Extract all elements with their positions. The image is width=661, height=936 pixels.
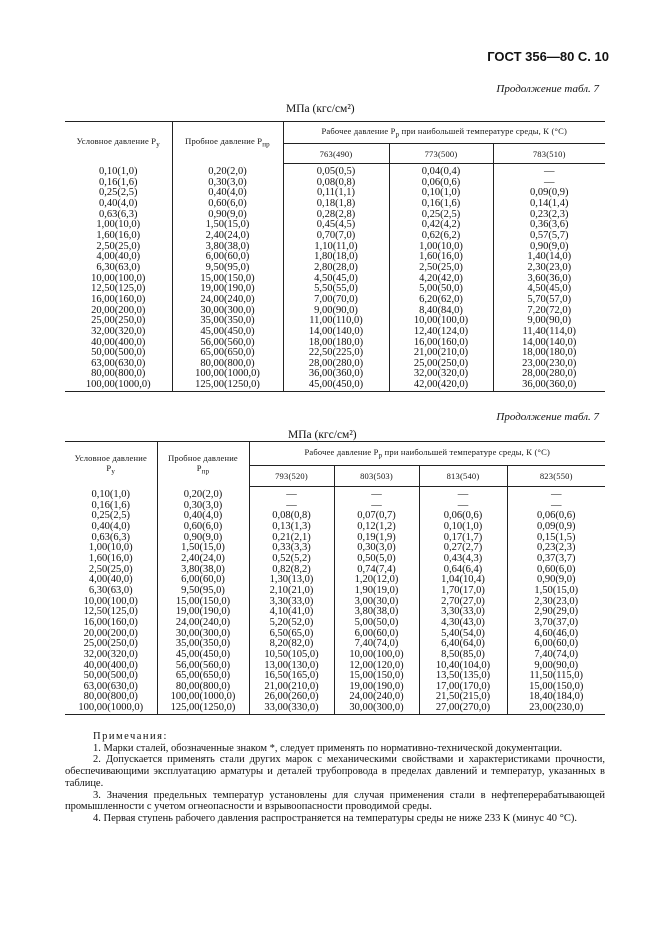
note-item: 2. Допускается применять стали других марок с механическими свойствами и характеристиками прочности, обеспечивающими эксплуатацию арматуры и деталей трубопровода в пределах давлений и температур, указанных в таблице. bbox=[65, 754, 605, 789]
table-cell: 0,16(1,6) bbox=[65, 501, 157, 512]
table-cell: 56,00(560,0) bbox=[157, 661, 249, 672]
table-cell: 0,06(0,6) bbox=[389, 178, 493, 189]
table-cell: 32,00(320,0) bbox=[65, 650, 157, 661]
table-cell: 0,60(6,0) bbox=[172, 199, 283, 210]
table-cell: 25,00(250,0) bbox=[65, 639, 157, 650]
table-cell: 3,30(33,0) bbox=[249, 597, 334, 608]
table-cell: 6,50(65,0) bbox=[249, 629, 334, 640]
table-cell: 14,00(140,0) bbox=[493, 338, 605, 349]
table-cell: 25,00(250,0) bbox=[65, 316, 172, 327]
table-cell: 7,00(70,0) bbox=[283, 295, 389, 306]
table1-continuation: Продолжение табл. 7 bbox=[496, 83, 599, 95]
table-cell: 0,19(1,9) bbox=[334, 533, 419, 544]
table-cell: 11,00(110,0) bbox=[283, 316, 389, 327]
table-row bbox=[65, 263, 605, 274]
table-cell: 7,20(72,0) bbox=[493, 306, 605, 317]
table-cell: — bbox=[334, 501, 419, 512]
table-cell: 36,00(360,0) bbox=[493, 380, 605, 391]
table-cell: 45,00(450,0) bbox=[157, 650, 249, 661]
table-cell: 19,00(190,0) bbox=[334, 682, 419, 693]
table-cell: 0,12(1,2) bbox=[334, 522, 419, 533]
table-cell: 5,00(50,0) bbox=[334, 618, 419, 629]
table-cell: 0,20(2,0) bbox=[172, 164, 283, 178]
temp-header: 803(503) bbox=[334, 466, 419, 487]
table-cell: 0,16(1,6) bbox=[389, 199, 493, 210]
table-cell: 2,70(27,0) bbox=[419, 597, 507, 608]
table-cell: 0,60(6,0) bbox=[507, 565, 605, 576]
table-cell: 0,30(3,0) bbox=[157, 501, 249, 512]
table-cell: 0,17(1,7) bbox=[419, 533, 507, 544]
table-cell: 0,70(7,0) bbox=[283, 231, 389, 242]
table-cell: 3,60(36,0) bbox=[493, 274, 605, 285]
temp-header: 813(540) bbox=[419, 466, 507, 487]
table-cell: 32,00(320,0) bbox=[389, 369, 493, 380]
table-cell: — bbox=[419, 501, 507, 512]
table-row bbox=[65, 629, 605, 640]
table-cell: 100,00(1000,0) bbox=[172, 369, 283, 380]
table-cell: 19,00(190,0) bbox=[157, 607, 249, 618]
table-cell: 80,00(800,0) bbox=[65, 369, 172, 380]
table-cell: 24,00(240,0) bbox=[172, 295, 283, 306]
table-cell: 50,00(500,0) bbox=[65, 671, 157, 682]
table-cell: 40,00(400,0) bbox=[65, 661, 157, 672]
table-cell: 15,00(150,0) bbox=[172, 274, 283, 285]
table-row bbox=[65, 639, 605, 650]
table-row bbox=[65, 586, 605, 597]
table-cell: 2,30(23,0) bbox=[493, 263, 605, 274]
temp-header: 763(490) bbox=[283, 144, 389, 164]
table-cell: 15,00(150,0) bbox=[507, 682, 605, 693]
table-cell: 0,08(0,8) bbox=[283, 178, 389, 189]
pressure-table-1 bbox=[65, 121, 605, 392]
table-cell: 2,40(24,0) bbox=[172, 231, 283, 242]
table-cell: 50,00(500,0) bbox=[65, 348, 172, 359]
table-cell: 6,00(60,0) bbox=[172, 252, 283, 263]
table-cell: 56,00(560,0) bbox=[172, 338, 283, 349]
table-cell: 6,20(62,0) bbox=[389, 295, 493, 306]
table-cell: 0,11(1,1) bbox=[283, 188, 389, 199]
table-cell: 0,57(5,7) bbox=[493, 231, 605, 242]
table-cell: 3,30(33,0) bbox=[419, 607, 507, 618]
table-row bbox=[65, 597, 605, 608]
table-cell: 0,18(1,8) bbox=[283, 199, 389, 210]
table-cell: 3,70(37,0) bbox=[507, 618, 605, 629]
table-cell: 0,36(3,6) bbox=[493, 220, 605, 231]
table-cell: 8,40(84,0) bbox=[389, 306, 493, 317]
table-cell: 0,90(9,0) bbox=[493, 242, 605, 253]
table-cell: 3,80(38,0) bbox=[172, 242, 283, 253]
table-row bbox=[65, 703, 605, 714]
table-cell: 0,28(2,8) bbox=[283, 210, 389, 221]
table-cell: 0,74(7,4) bbox=[334, 565, 419, 576]
table-cell: 0,45(4,5) bbox=[283, 220, 389, 231]
table2-continuation: Продолжение табл. 7 bbox=[496, 411, 599, 423]
note-item: 3. Значения предельных температур установлены для случая применения стали в нефтеперерабатывающей промышленности с учетом огнеопасности и взрывоопасности проводимой среды. bbox=[65, 789, 605, 813]
col-nominal-pressure: Условное давление $P_у$ bbox=[65, 442, 157, 487]
table-cell: 24,00(240,0) bbox=[157, 618, 249, 629]
table-cell: 0,90(9,0) bbox=[507, 575, 605, 586]
table-cell: 2,40(24,0) bbox=[157, 554, 249, 565]
table-cell: 2,50(25,0) bbox=[65, 565, 157, 576]
table-cell: 6,30(63,0) bbox=[65, 586, 157, 597]
table-cell: 4,20(42,0) bbox=[389, 274, 493, 285]
table-cell: 100,00(1000,0) bbox=[65, 380, 172, 391]
table-cell: — bbox=[334, 487, 419, 501]
table-cell: 21,00(210,0) bbox=[249, 682, 334, 693]
table-cell: 0,06(0,6) bbox=[419, 511, 507, 522]
table-cell: 16,00(160,0) bbox=[389, 338, 493, 349]
table-cell: 0,25(2,5) bbox=[65, 188, 172, 199]
pressure-table-2 bbox=[65, 441, 605, 715]
table-cell: 22,50(225,0) bbox=[283, 348, 389, 359]
table-cell: 0,90(9,0) bbox=[172, 210, 283, 221]
table-cell: — bbox=[493, 164, 605, 178]
table-cell: 9,00(90,0) bbox=[283, 306, 389, 317]
table-cell: 0,25(2,5) bbox=[65, 511, 157, 522]
table-cell: 1,50(15,0) bbox=[157, 543, 249, 554]
table-cell: 0,10(1,0) bbox=[419, 522, 507, 533]
table-cell: 0,43(4,3) bbox=[419, 554, 507, 565]
table-row bbox=[65, 650, 605, 661]
table-cell: 35,00(350,0) bbox=[157, 639, 249, 650]
table-cell: 63,00(630,0) bbox=[65, 682, 157, 693]
table-cell: — bbox=[249, 501, 334, 512]
table-cell: 23,00(230,0) bbox=[493, 359, 605, 370]
table-cell: 2,30(23,0) bbox=[507, 597, 605, 608]
table-cell: 45,00(450,0) bbox=[172, 327, 283, 338]
table-cell: 14,00(140,0) bbox=[283, 327, 389, 338]
table-cell: 5,00(50,0) bbox=[389, 284, 493, 295]
table-cell: 4,50(45,0) bbox=[493, 284, 605, 295]
table-cell: 0,50(5,0) bbox=[334, 554, 419, 565]
table-cell: 12,40(124,0) bbox=[389, 327, 493, 338]
table-row bbox=[65, 682, 605, 693]
temp-header: 773(500) bbox=[389, 144, 493, 164]
table-cell: 11,40(114,0) bbox=[493, 327, 605, 338]
table-cell: 80,00(800,0) bbox=[172, 359, 283, 370]
table-cell: 30,00(300,0) bbox=[172, 306, 283, 317]
table-cell: 1,60(16,0) bbox=[389, 252, 493, 263]
table-cell: 5,50(55,0) bbox=[283, 284, 389, 295]
table-cell: 0,63(6,3) bbox=[65, 533, 157, 544]
table-row bbox=[65, 327, 605, 338]
table-cell: 33,00(330,0) bbox=[249, 703, 334, 714]
table-row bbox=[65, 501, 605, 512]
table-cell: 0,40(4,0) bbox=[157, 511, 249, 522]
table-cell: 0,82(8,2) bbox=[249, 565, 334, 576]
table-cell: 6,40(64,0) bbox=[419, 639, 507, 650]
table-cell: 63,00(630,0) bbox=[65, 359, 172, 370]
table-cell: 17,00(170,0) bbox=[419, 682, 507, 693]
table-row bbox=[65, 671, 605, 682]
table1-unit: МПа (кгс/см²) bbox=[286, 103, 355, 115]
table-cell: 3,00(30,0) bbox=[334, 597, 419, 608]
table-cell: 1,00(10,0) bbox=[65, 220, 172, 231]
table-cell: 0,62(6,2) bbox=[389, 231, 493, 242]
table-cell: 0,37(3,7) bbox=[507, 554, 605, 565]
table-cell: 16,00(160,0) bbox=[65, 295, 172, 306]
table-cell: 6,30(63,0) bbox=[65, 263, 172, 274]
table-cell: 1,00(10,0) bbox=[65, 543, 157, 554]
table-cell: 4,50(45,0) bbox=[283, 274, 389, 285]
table-cell: 1,20(12,0) bbox=[334, 575, 419, 586]
table-cell: 9,50(95,0) bbox=[172, 263, 283, 274]
table-cell: 16,00(160,0) bbox=[65, 618, 157, 629]
table-cell: 9,50(95,0) bbox=[157, 586, 249, 597]
table-cell: 1,60(16,0) bbox=[65, 231, 172, 242]
table-cell: 2,50(25,0) bbox=[389, 263, 493, 274]
table-row bbox=[65, 511, 605, 522]
temp-header: 783(510) bbox=[493, 144, 605, 164]
table-cell: 0,40(4,0) bbox=[172, 188, 283, 199]
table-cell: 1,70(17,0) bbox=[419, 586, 507, 597]
table-cell: 5,20(52,0) bbox=[249, 618, 334, 629]
table-row bbox=[65, 295, 605, 306]
table-cell: 80,00(800,0) bbox=[157, 682, 249, 693]
table-cell: 0,27(2,7) bbox=[419, 543, 507, 554]
table-cell: 0,90(9,0) bbox=[157, 533, 249, 544]
page-header: ГОСТ 356—80 С. 10 bbox=[487, 49, 609, 64]
temp-header: 823(550) bbox=[507, 466, 605, 487]
table-cell: 0,42(4,2) bbox=[389, 220, 493, 231]
note-item: 1. Марки сталей, обозначенные знаком *, следует применять по нормативно-технической документации. bbox=[93, 742, 563, 754]
table-row bbox=[65, 487, 605, 501]
table-cell: 1,40(14,0) bbox=[493, 252, 605, 263]
table-cell: 4,30(43,0) bbox=[419, 618, 507, 629]
table-cell: 9,00(90,0) bbox=[493, 316, 605, 327]
table-cell: 10,00(100,0) bbox=[65, 597, 157, 608]
table-cell: — bbox=[507, 501, 605, 512]
col-working-pressure: Рабочее давление $P_р$ при наибольшей температуре среды, К (°С) bbox=[249, 442, 605, 466]
col-nominal-pressure: Условное давление $P_у$ bbox=[65, 122, 172, 164]
table-row bbox=[65, 565, 605, 576]
notes bbox=[65, 731, 605, 825]
table-cell: 18,00(180,0) bbox=[493, 348, 605, 359]
table-row bbox=[65, 618, 605, 629]
table-cell: 8,50(85,0) bbox=[419, 650, 507, 661]
col-test-pressure: Пробное давление $P_{пр}$ bbox=[172, 122, 283, 164]
table-cell: 2,90(29,0) bbox=[507, 607, 605, 618]
table-cell: 5,40(54,0) bbox=[419, 629, 507, 640]
table-cell: 10,00(100,0) bbox=[389, 316, 493, 327]
table-cell: 1,30(13,0) bbox=[249, 575, 334, 586]
table-cell: 125,00(1250,0) bbox=[172, 380, 283, 391]
table-cell: 0,10(1,0) bbox=[389, 188, 493, 199]
table-cell: 1,80(18,0) bbox=[283, 252, 389, 263]
table-cell: 0,60(6,0) bbox=[157, 522, 249, 533]
table-cell: 0,40(4,0) bbox=[65, 522, 157, 533]
table-cell: 0,09(0,9) bbox=[507, 522, 605, 533]
table-cell: 0,06(0,6) bbox=[507, 511, 605, 522]
table-cell: 12,50(125,0) bbox=[65, 607, 157, 618]
table-cell: 0,33(3,3) bbox=[249, 543, 334, 554]
table-cell: 0,05(0,5) bbox=[283, 164, 389, 178]
table-cell: 26,00(260,0) bbox=[249, 692, 334, 703]
table-cell: 42,00(420,0) bbox=[389, 380, 493, 391]
table-cell: 20,00(200,0) bbox=[65, 306, 172, 317]
table-cell: 6,00(60,0) bbox=[157, 575, 249, 586]
table-cell: 0,15(1,5) bbox=[507, 533, 605, 544]
table-cell: 4,00(40,0) bbox=[65, 575, 157, 586]
table-cell: 27,00(270,0) bbox=[419, 703, 507, 714]
table-cell: 1,04(10,4) bbox=[419, 575, 507, 586]
table-cell: 0,04(0,4) bbox=[389, 164, 493, 178]
col-working-pressure: Рабочее давление $P_р$ при наибольшей температуре среды, К (°С) bbox=[283, 122, 605, 144]
table-cell: 0,20(2,0) bbox=[157, 487, 249, 501]
table-row bbox=[65, 380, 605, 391]
table-cell: 65,00(650,0) bbox=[172, 348, 283, 359]
table-cell: 15,00(150,0) bbox=[334, 671, 419, 682]
table-cell: 10,00(100,0) bbox=[334, 650, 419, 661]
table-cell: 0,07(0,7) bbox=[334, 511, 419, 522]
table-cell: 18,00(180,0) bbox=[283, 338, 389, 349]
table-cell: 4,10(41,0) bbox=[249, 607, 334, 618]
table-cell: 5,70(57,0) bbox=[493, 295, 605, 306]
table-cell: 1,60(16,0) bbox=[65, 554, 157, 565]
table-cell: 100,00(1000,0) bbox=[157, 692, 249, 703]
table-cell: 100,00(1000,0) bbox=[65, 703, 157, 714]
table-cell: 19,00(190,0) bbox=[172, 284, 283, 295]
table-cell: 3,80(38,0) bbox=[157, 565, 249, 576]
table-cell: 7,40(74,0) bbox=[334, 639, 419, 650]
table-cell: 23,00(230,0) bbox=[507, 703, 605, 714]
table-cell: 6,00(60,0) bbox=[334, 629, 419, 640]
table-cell: — bbox=[493, 178, 605, 189]
table-cell: 0,25(2,5) bbox=[389, 210, 493, 221]
table-cell: — bbox=[419, 487, 507, 501]
table-cell: 0,10(1,0) bbox=[65, 487, 157, 501]
table-cell: 24,00(240,0) bbox=[334, 692, 419, 703]
table-row bbox=[65, 661, 605, 672]
table-cell: 4,00(40,0) bbox=[65, 252, 172, 263]
table-cell: 13,50(135,0) bbox=[419, 671, 507, 682]
table-cell: 21,50(215,0) bbox=[419, 692, 507, 703]
table-cell: 0,40(4,0) bbox=[65, 199, 172, 210]
table-cell: 6,00(60,0) bbox=[507, 639, 605, 650]
temp-header: 793(520) bbox=[249, 466, 334, 487]
table-row bbox=[65, 607, 605, 618]
table-cell: — bbox=[507, 487, 605, 501]
table-row bbox=[65, 554, 605, 565]
table-row bbox=[65, 543, 605, 554]
table-row bbox=[65, 575, 605, 586]
table-cell: 30,00(300,0) bbox=[334, 703, 419, 714]
table-cell: 2,10(21,0) bbox=[249, 586, 334, 597]
table-cell: 10,40(104,0) bbox=[419, 661, 507, 672]
table-cell: 11,50(115,0) bbox=[507, 671, 605, 682]
table-cell: — bbox=[249, 487, 334, 501]
table-cell: 0,08(0,8) bbox=[249, 511, 334, 522]
table-cell: 7,40(74,0) bbox=[507, 650, 605, 661]
table-cell: 0,63(6,3) bbox=[65, 210, 172, 221]
table-row bbox=[65, 692, 605, 703]
table-cell: 80,00(800,0) bbox=[65, 692, 157, 703]
table-cell: 0,30(3,0) bbox=[334, 543, 419, 554]
table-cell: 4,60(46,0) bbox=[507, 629, 605, 640]
table-cell: 125,00(1250,0) bbox=[157, 703, 249, 714]
table-cell: 28,00(280,0) bbox=[283, 359, 389, 370]
table-cell: 2,50(25,0) bbox=[65, 242, 172, 253]
table-cell: 8,20(82,0) bbox=[249, 639, 334, 650]
table-cell: 1,50(15,0) bbox=[172, 220, 283, 231]
table-row bbox=[65, 164, 605, 178]
table-cell: 20,00(200,0) bbox=[65, 629, 157, 640]
note-item: 4. Первая ступень рабочего давления распространяется на температуры среды не ниже 233 К (минус 40 °С). bbox=[93, 812, 577, 824]
table-cell: 18,40(184,0) bbox=[507, 692, 605, 703]
table-cell: 0,30(3,0) bbox=[172, 178, 283, 189]
table-cell: 13,00(130,0) bbox=[249, 661, 334, 672]
table-cell: 30,00(300,0) bbox=[157, 629, 249, 640]
table-cell: 0,13(1,3) bbox=[249, 522, 334, 533]
table-cell: 16,50(165,0) bbox=[249, 671, 334, 682]
table-cell: 32,00(320,0) bbox=[65, 327, 172, 338]
table-cell: 45,00(450,0) bbox=[283, 380, 389, 391]
table-cell: 0,52(5,2) bbox=[249, 554, 334, 565]
col-test-pressure: Пробное давление $P_{пр}$ bbox=[157, 442, 249, 487]
table-cell: 10,00(100,0) bbox=[65, 274, 172, 285]
table-cell: 36,00(360,0) bbox=[283, 369, 389, 380]
table-cell: 0,14(1,4) bbox=[493, 199, 605, 210]
table-row bbox=[65, 533, 605, 544]
table-cell: 40,00(400,0) bbox=[65, 338, 172, 349]
table-cell: 0,16(1,6) bbox=[65, 178, 172, 189]
table-cell: 2,80(28,0) bbox=[283, 263, 389, 274]
table-cell: 25,00(250,0) bbox=[389, 359, 493, 370]
table-cell: 65,00(650,0) bbox=[157, 671, 249, 682]
table-cell: 15,00(150,0) bbox=[157, 597, 249, 608]
table-cell: 0,10(1,0) bbox=[65, 164, 172, 178]
table-cell: 1,10(11,0) bbox=[283, 242, 389, 253]
table-cell: 1,50(15,0) bbox=[507, 586, 605, 597]
table-cell: 12,50(125,0) bbox=[65, 284, 172, 295]
table-cell: 28,00(280,0) bbox=[493, 369, 605, 380]
table-cell: 0,23(2,3) bbox=[507, 543, 605, 554]
table-cell: 0,09(0,9) bbox=[493, 188, 605, 199]
table2-unit: МПа (кгс/см²) bbox=[288, 429, 357, 441]
table-row bbox=[65, 522, 605, 533]
table-cell: 12,00(120,0) bbox=[334, 661, 419, 672]
table-cell: 0,23(2,3) bbox=[493, 210, 605, 221]
table-cell: 35,00(350,0) bbox=[172, 316, 283, 327]
table-cell: 0,64(6,4) bbox=[419, 565, 507, 576]
table-cell: 9,00(90,0) bbox=[507, 661, 605, 672]
notes-title: Примечания: bbox=[93, 731, 168, 742]
table-cell: 1,00(10,0) bbox=[389, 242, 493, 253]
table-cell: 1,90(19,0) bbox=[334, 586, 419, 597]
table-cell: 0,21(2,1) bbox=[249, 533, 334, 544]
table-cell: 10,50(105,0) bbox=[249, 650, 334, 661]
table-row bbox=[65, 231, 605, 242]
table-cell: 3,80(38,0) bbox=[334, 607, 419, 618]
table-cell: 21,00(210,0) bbox=[389, 348, 493, 359]
